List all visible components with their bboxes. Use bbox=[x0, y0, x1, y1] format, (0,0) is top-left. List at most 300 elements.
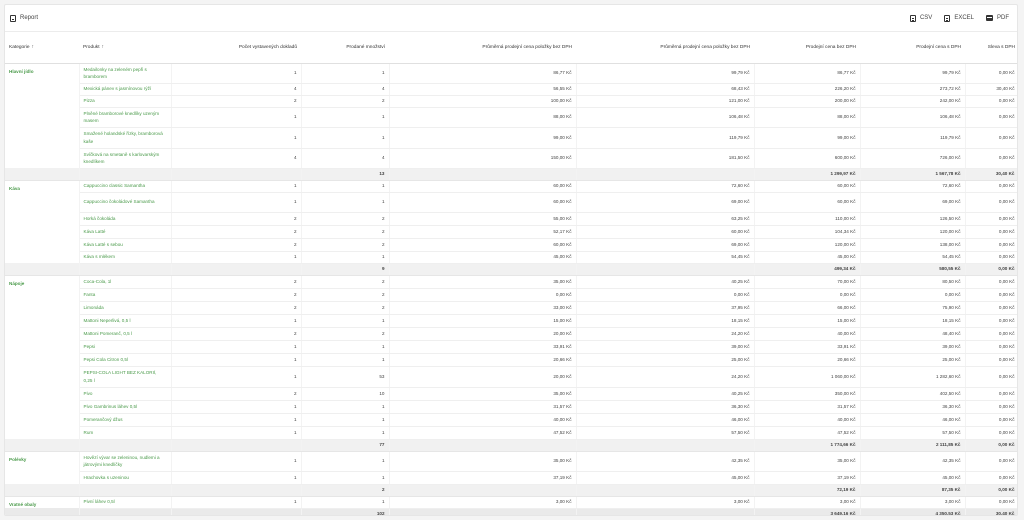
subtotal-empty bbox=[389, 439, 576, 451]
cell-discount: 0,00 Kč bbox=[965, 451, 1018, 471]
cell-count: 1 bbox=[171, 413, 301, 426]
cell-qty: 1 bbox=[301, 426, 389, 439]
cell-qty: 2 bbox=[301, 288, 389, 301]
subtotal-row bbox=[5, 484, 1018, 496]
cell-gross: 0,00 Kč bbox=[860, 288, 965, 301]
cell-avg-net: 47,52 Kč bbox=[389, 426, 576, 439]
cell-count: 1 bbox=[171, 340, 301, 353]
cell-avg-gross: 72,60 Kč bbox=[576, 180, 754, 192]
cell-qty: 1 bbox=[301, 471, 389, 484]
cell-discount: 0,00 Kč bbox=[965, 63, 1018, 83]
cell-avg-net: 60,00 Kč bbox=[389, 238, 576, 251]
table-body bbox=[5, 63, 1018, 516]
table-row bbox=[5, 275, 1018, 288]
header-prodejni-cena-s-dph[interactable]: Prodejní cena s DPH bbox=[860, 32, 965, 63]
cell-qty: 10 bbox=[301, 387, 389, 400]
cell-net: 86,77 Kč bbox=[754, 63, 860, 83]
cell-gross: 126,50 Kč bbox=[860, 212, 965, 225]
cell-count: 2 bbox=[171, 387, 301, 400]
cell-qty: 1 bbox=[301, 192, 389, 212]
subtotal-empty bbox=[79, 263, 171, 275]
cell-net: 37,19 Kč bbox=[754, 471, 860, 484]
table-row bbox=[5, 314, 1018, 327]
subtotal-row bbox=[5, 263, 1018, 275]
cell-net: 350,00 Kč bbox=[754, 387, 860, 400]
subtotal-gross: 580,55 Kč bbox=[860, 263, 965, 275]
cell-gross: 1 282,60 Kč bbox=[860, 366, 965, 387]
cell-qty: 1 bbox=[301, 63, 389, 83]
subtotal-row bbox=[5, 439, 1018, 451]
subtotal-net: 1 774,66 Kč bbox=[754, 439, 860, 451]
grand-total-row bbox=[5, 508, 1018, 516]
cell-avg-gross: 119,79 Kč bbox=[576, 127, 754, 148]
product-cell: PEPSI-COLA LIGHT BEZ KALORIÍ, 0,25 l bbox=[79, 366, 171, 387]
cell-avg-gross: 24,20 Kč bbox=[576, 327, 754, 340]
cell-count: 1 bbox=[171, 426, 301, 439]
cell-count: 4 bbox=[171, 83, 301, 95]
cell-gross: 120,00 Kč bbox=[860, 225, 965, 238]
cell-count: 4 bbox=[171, 148, 301, 168]
cell-avg-net: 35,00 Kč bbox=[389, 275, 576, 288]
cell-gross: 726,00 Kč bbox=[860, 148, 965, 168]
subtotal-gross: 2 111,85 Kč bbox=[860, 439, 965, 451]
category-cell: Hlavní jídlo bbox=[5, 63, 79, 168]
cell-discount: 0,00 Kč bbox=[965, 275, 1018, 288]
cell-qty: 1 bbox=[301, 496, 389, 508]
table-row bbox=[5, 451, 1018, 471]
cell-avg-net: 40,00 Kč bbox=[389, 413, 576, 426]
cell-net: 70,00 Kč bbox=[754, 275, 860, 288]
subtotal-gross: 87,35 Kč bbox=[860, 484, 965, 496]
cell-avg-gross: 24,20 Kč bbox=[576, 366, 754, 387]
cell-avg-net: 31,57 Kč bbox=[389, 400, 576, 413]
table-row bbox=[5, 400, 1018, 413]
grand-total-net: 3 649,16 Kč bbox=[754, 508, 860, 516]
cell-net: 15,00 Kč bbox=[754, 314, 860, 327]
product-cell: Smažené holandské řízky, bramborová kaše bbox=[79, 127, 171, 148]
subtotal-qty: 2 bbox=[301, 484, 389, 496]
csv-label: CSV bbox=[919, 15, 933, 21]
subtotal-net: 1 299,97 Kč bbox=[754, 168, 860, 180]
table-row bbox=[5, 225, 1018, 238]
cell-avg-gross: 57,50 Kč bbox=[576, 426, 754, 439]
product-cell: Káva Latté s sebou bbox=[79, 238, 171, 251]
cell-qty: 2 bbox=[301, 238, 389, 251]
report-table bbox=[5, 32, 1018, 516]
product-cell: Káva s mlékem bbox=[79, 251, 171, 263]
header-prodane-mnozstvi[interactable]: Prodané množství bbox=[301, 32, 389, 63]
toolbar bbox=[5, 5, 1017, 32]
grand-total-qty: 102 bbox=[301, 508, 389, 516]
cell-discount: 0,00 Kč bbox=[965, 127, 1018, 148]
product-cell: Pepsi bbox=[79, 340, 171, 353]
cell-discount: 0,00 Kč bbox=[965, 471, 1018, 484]
table-row bbox=[5, 180, 1018, 192]
cell-net: 1 060,00 Kč bbox=[754, 366, 860, 387]
cell-qty: 1 bbox=[301, 353, 389, 366]
cell-avg-gross: 40,25 Kč bbox=[576, 275, 754, 288]
cell-gross: 402,50 Kč bbox=[860, 387, 965, 400]
cell-avg-net: 20,00 Kč bbox=[389, 327, 576, 340]
subtotal-empty bbox=[5, 168, 79, 180]
product-cell: Limonáda bbox=[79, 301, 171, 314]
cell-discount: 0,00 Kč bbox=[965, 95, 1018, 107]
cell-avg-gross: 181,50 Kč bbox=[576, 148, 754, 168]
cell-discount: 0,00 Kč bbox=[965, 180, 1018, 192]
cell-discount: 0,00 Kč bbox=[965, 301, 1018, 314]
table-row bbox=[5, 387, 1018, 400]
product-cell: Fanta bbox=[79, 288, 171, 301]
subtotal-empty bbox=[389, 484, 576, 496]
product-cell: Cappuccino classic Samantha bbox=[79, 180, 171, 192]
cell-gross: 80,50 Kč bbox=[860, 275, 965, 288]
cell-count: 1 bbox=[171, 314, 301, 327]
export-csv-button[interactable] bbox=[910, 15, 932, 22]
cell-avg-net: 33,91 Kč bbox=[389, 340, 576, 353]
product-cell: Mexická pánev s jasmínovou rýží bbox=[79, 83, 171, 95]
cell-count: 1 bbox=[171, 127, 301, 148]
cell-gross: 54,45 Kč bbox=[860, 251, 965, 263]
subtotal-gross: 1 567,78 Kč bbox=[860, 168, 965, 180]
sort-asc-icon: ↑ bbox=[31, 44, 35, 51]
table-header-row bbox=[5, 32, 1018, 63]
subtotal-empty bbox=[5, 263, 79, 275]
cell-avg-net: 20,00 Kč bbox=[389, 366, 576, 387]
cell-avg-gross: 37,95 Kč bbox=[576, 301, 754, 314]
header-prumerna-cena-2[interactable]: Průměrná prodejní cena položky bez DPH bbox=[576, 32, 754, 63]
sort-asc-icon: ↑ bbox=[101, 44, 105, 51]
grand-total-empty bbox=[79, 508, 171, 516]
cell-qty: 1 bbox=[301, 340, 389, 353]
cell-discount: 0,00 Kč bbox=[965, 426, 1018, 439]
cell-count: 1 bbox=[171, 353, 301, 366]
subtotal-empty bbox=[576, 439, 754, 451]
table-row bbox=[5, 301, 1018, 314]
cell-qty: 1 bbox=[301, 400, 389, 413]
cell-gross: 69,00 Kč bbox=[860, 192, 965, 212]
cell-count: 1 bbox=[171, 496, 301, 508]
cell-avg-net: 3,00 Kč bbox=[389, 496, 576, 508]
cell-gross: 99,79 Kč bbox=[860, 63, 965, 83]
grand-total-empty bbox=[576, 508, 754, 516]
header-pocet-dokladu[interactable]: Počet vystavených dokladů bbox=[171, 32, 301, 63]
cell-gross: 39,00 Kč bbox=[860, 340, 965, 353]
cell-avg-net: 37,19 Kč bbox=[389, 471, 576, 484]
cell-discount: 0,00 Kč bbox=[965, 107, 1018, 127]
grand-total-empty bbox=[389, 508, 576, 516]
cell-net: 40,00 Kč bbox=[754, 413, 860, 426]
subtotal-empty bbox=[79, 439, 171, 451]
report-icon bbox=[10, 15, 16, 22]
cell-qty: 2 bbox=[301, 327, 389, 340]
product-cell: Rum bbox=[79, 426, 171, 439]
subtotal-disc: 0,00 Kč bbox=[965, 263, 1018, 275]
subtotal-empty bbox=[171, 263, 301, 275]
cell-avg-net: 20,66 Kč bbox=[389, 353, 576, 366]
cell-avg-gross: 36,30 Kč bbox=[576, 400, 754, 413]
subtotal-net: 72,19 Kč bbox=[754, 484, 860, 496]
subtotal-disc: 30,40 Kč bbox=[965, 168, 1018, 180]
cell-avg-gross: 121,00 Kč bbox=[576, 95, 754, 107]
cell-avg-gross: 3,00 Kč bbox=[576, 496, 754, 508]
table-row bbox=[5, 426, 1018, 439]
cell-avg-net: 86,77 Kč bbox=[389, 63, 576, 83]
cell-net: 45,00 Kč bbox=[754, 251, 860, 263]
table-row bbox=[5, 63, 1018, 83]
cell-discount: 0,00 Kč bbox=[965, 238, 1018, 251]
cell-qty: 1 bbox=[301, 180, 389, 192]
table-row bbox=[5, 496, 1018, 508]
subtotal-empty bbox=[171, 168, 301, 180]
cell-discount: 0,00 Kč bbox=[965, 366, 1018, 387]
cell-discount: 0,00 Kč bbox=[965, 251, 1018, 263]
product-cell: Plněné bramborové knedlíky uzeným masem bbox=[79, 107, 171, 127]
table-row bbox=[5, 327, 1018, 340]
cell-net: 40,00 Kč bbox=[754, 327, 860, 340]
cell-gross: 72,60 Kč bbox=[860, 180, 965, 192]
cell-avg-net: 55,00 Kč bbox=[389, 212, 576, 225]
subtotal-empty bbox=[171, 484, 301, 496]
cell-gross: 3,00 Kč bbox=[860, 496, 965, 508]
product-cell: Pepsi Cola Citron 0,5l bbox=[79, 353, 171, 366]
subtotal-disc: 0,00 Kč bbox=[965, 439, 1018, 451]
cell-discount: 0,00 Kč bbox=[965, 496, 1018, 508]
cell-qty: 2 bbox=[301, 275, 389, 288]
subtotal-disc: 0,00 Kč bbox=[965, 484, 1018, 496]
cell-count: 2 bbox=[171, 301, 301, 314]
export-pdf-button[interactable] bbox=[986, 15, 1009, 21]
product-cell: Hrachovka s uzeninou bbox=[79, 471, 171, 484]
cell-count: 1 bbox=[171, 251, 301, 263]
cell-gross: 48,40 Kč bbox=[860, 327, 965, 340]
header-kategorie[interactable]: Kategorie ↑ bbox=[5, 32, 79, 63]
cell-qty: 1 bbox=[301, 451, 389, 471]
cell-count: 1 bbox=[171, 451, 301, 471]
subtotal-net: 499,34 Kč bbox=[754, 263, 860, 275]
cell-qty: 2 bbox=[301, 212, 389, 225]
cell-qty: 1 bbox=[301, 314, 389, 327]
cell-discount: 0,00 Kč bbox=[965, 225, 1018, 238]
cell-gross: 46,00 Kč bbox=[860, 413, 965, 426]
cell-avg-gross: 54,45 Kč bbox=[576, 251, 754, 263]
report-title: Report bbox=[20, 15, 39, 21]
cell-count: 1 bbox=[171, 63, 301, 83]
cell-avg-net: 35,00 Kč bbox=[389, 451, 576, 471]
subtotal-qty: 13 bbox=[301, 168, 389, 180]
subtotal-empty bbox=[389, 263, 576, 275]
cell-net: 99,00 Kč bbox=[754, 127, 860, 148]
cell-count: 2 bbox=[171, 225, 301, 238]
product-cell: Pizza bbox=[79, 95, 171, 107]
cell-avg-gross: 106,48 Kč bbox=[576, 107, 754, 127]
subtotal-qty: 9 bbox=[301, 263, 389, 275]
cell-net: 66,00 Kč bbox=[754, 301, 860, 314]
cell-discount: 0,00 Kč bbox=[965, 413, 1018, 426]
report-card bbox=[4, 4, 1018, 516]
subtotal-empty bbox=[5, 439, 79, 451]
cell-gross: 45,00 Kč bbox=[860, 471, 965, 484]
table-row bbox=[5, 471, 1018, 484]
table-row bbox=[5, 192, 1018, 212]
product-cell: Káva Latté bbox=[79, 225, 171, 238]
cell-count: 1 bbox=[171, 471, 301, 484]
cell-avg-gross: 39,00 Kč bbox=[576, 340, 754, 353]
cell-net: 31,57 Kč bbox=[754, 400, 860, 413]
cell-net: 60,00 Kč bbox=[754, 180, 860, 192]
table-row bbox=[5, 212, 1018, 225]
cell-avg-net: 35,00 Kč bbox=[389, 387, 576, 400]
subtotal-empty bbox=[576, 484, 754, 496]
grand-total-empty bbox=[5, 508, 79, 516]
subtotal-empty bbox=[576, 263, 754, 275]
table-row bbox=[5, 148, 1018, 168]
grand-total-disc: 30,40 Kč bbox=[965, 508, 1018, 516]
cell-avg-gross: 69,00 Kč bbox=[576, 238, 754, 251]
product-cell: Medailonky na zeleném pepři s bramborem bbox=[79, 63, 171, 83]
subtotal-empty bbox=[171, 439, 301, 451]
cell-gross: 242,00 Kč bbox=[860, 95, 965, 107]
cell-gross: 75,90 Kč bbox=[860, 301, 965, 314]
subtotal-row bbox=[5, 168, 1018, 180]
cell-qty: 53 bbox=[301, 366, 389, 387]
table-row bbox=[5, 127, 1018, 148]
cell-net: 20,66 Kč bbox=[754, 353, 860, 366]
export-actions bbox=[910, 15, 1009, 22]
category-cell: Káva bbox=[5, 180, 79, 263]
cell-qty: 2 bbox=[301, 225, 389, 238]
table-row bbox=[5, 413, 1018, 426]
cell-discount: 30,40 Kč bbox=[965, 83, 1018, 95]
cell-avg-gross: 68,43 Kč bbox=[576, 83, 754, 95]
cell-discount: 0,00 Kč bbox=[965, 314, 1018, 327]
cell-gross: 119,79 Kč bbox=[860, 127, 965, 148]
cell-avg-gross: 0,00 Kč bbox=[576, 288, 754, 301]
excel-label: EXCEL bbox=[954, 15, 974, 21]
cell-gross: 138,00 Kč bbox=[860, 238, 965, 251]
cell-count: 2 bbox=[171, 238, 301, 251]
product-cell: Mattoni Pomeranč, 0,5 l bbox=[79, 327, 171, 340]
cell-net: 200,00 Kč bbox=[754, 95, 860, 107]
cell-count: 1 bbox=[171, 107, 301, 127]
cell-avg-gross: 42,35 Kč bbox=[576, 451, 754, 471]
table-row bbox=[5, 107, 1018, 127]
product-cell: Hovězí vývar se zeleninou, nudlemi a játrovými knedlíčky bbox=[79, 451, 171, 471]
pdf-label: PDF bbox=[997, 15, 1009, 21]
table-row bbox=[5, 238, 1018, 251]
product-cell: Svíčková na smetaně s karlovarským knedlíkem bbox=[79, 148, 171, 168]
cell-gross: 18,15 Kč bbox=[860, 314, 965, 327]
cell-count: 1 bbox=[171, 192, 301, 212]
cell-net: 47,52 Kč bbox=[754, 426, 860, 439]
cell-avg-net: 52,17 Kč bbox=[389, 225, 576, 238]
cell-avg-net: 150,00 Kč bbox=[389, 148, 576, 168]
cell-avg-net: 33,00 Kč bbox=[389, 301, 576, 314]
report-button[interactable] bbox=[10, 15, 38, 22]
cell-avg-gross: 99,79 Kč bbox=[576, 63, 754, 83]
cell-qty: 4 bbox=[301, 83, 389, 95]
cell-qty: 1 bbox=[301, 107, 389, 127]
category-cell: Polévky bbox=[5, 451, 79, 484]
cell-avg-net: 0,00 Kč bbox=[389, 288, 576, 301]
cell-avg-net: 15,00 Kč bbox=[389, 314, 576, 327]
table-row bbox=[5, 288, 1018, 301]
cell-gross: 25,00 Kč bbox=[860, 353, 965, 366]
cell-count: 2 bbox=[171, 275, 301, 288]
cell-count: 2 bbox=[171, 288, 301, 301]
header-produkt[interactable]: Produkt ↑ bbox=[79, 32, 171, 63]
header-prodejni-cena-bez-dph[interactable]: Prodejní cena bez DPH bbox=[754, 32, 860, 63]
cell-avg-net: 100,00 Kč bbox=[389, 95, 576, 107]
cell-avg-net: 60,00 Kč bbox=[389, 192, 576, 212]
cell-gross: 106,48 Kč bbox=[860, 107, 965, 127]
cell-count: 1 bbox=[171, 400, 301, 413]
cell-count: 1 bbox=[171, 180, 301, 192]
cell-gross: 42,35 Kč bbox=[860, 451, 965, 471]
product-cell: Coca-Cola, 1l bbox=[79, 275, 171, 288]
cell-discount: 0,00 Kč bbox=[965, 148, 1018, 168]
cell-net: 3,00 Kč bbox=[754, 496, 860, 508]
cell-avg-net: 45,00 Kč bbox=[389, 251, 576, 263]
cell-net: 33,91 Kč bbox=[754, 340, 860, 353]
cell-discount: 0,00 Kč bbox=[965, 192, 1018, 212]
cell-avg-net: 60,00 Kč bbox=[389, 180, 576, 192]
cell-avg-net: 88,00 Kč bbox=[389, 107, 576, 127]
cell-net: 120,00 Kč bbox=[754, 238, 860, 251]
cell-qty: 2 bbox=[301, 301, 389, 314]
cell-avg-gross: 63,25 Kč bbox=[576, 212, 754, 225]
cell-qty: 4 bbox=[301, 148, 389, 168]
cell-count: 2 bbox=[171, 327, 301, 340]
export-excel-button[interactable] bbox=[944, 15, 974, 22]
cell-avg-gross: 69,00 Kč bbox=[576, 192, 754, 212]
cell-avg-gross: 18,15 Kč bbox=[576, 314, 754, 327]
cell-discount: 0,00 Kč bbox=[965, 327, 1018, 340]
table-row bbox=[5, 95, 1018, 107]
cell-count: 1 bbox=[171, 366, 301, 387]
cell-count: 2 bbox=[171, 212, 301, 225]
cell-avg-gross: 25,00 Kč bbox=[576, 353, 754, 366]
product-cell: Horká čokoláda bbox=[79, 212, 171, 225]
cell-qty: 1 bbox=[301, 413, 389, 426]
subtotal-empty bbox=[5, 484, 79, 496]
cell-net: 226,20 Kč bbox=[754, 83, 860, 95]
product-cell: Pivo Gambrinus láhev 0,5l bbox=[79, 400, 171, 413]
cell-gross: 57,50 Kč bbox=[860, 426, 965, 439]
cell-net: 0,00 Kč bbox=[754, 288, 860, 301]
subtotal-qty: 77 bbox=[301, 439, 389, 451]
cell-count: 2 bbox=[171, 95, 301, 107]
cell-qty: 1 bbox=[301, 127, 389, 148]
cell-gross: 36,30 Kč bbox=[860, 400, 965, 413]
cell-avg-net: 56,55 Kč bbox=[389, 83, 576, 95]
category-cell: Nápoje bbox=[5, 275, 79, 439]
header-sleva-s-dph[interactable]: Sleva s DPH bbox=[965, 32, 1018, 63]
subtotal-empty bbox=[79, 168, 171, 180]
header-prumerna-cena-bez-dph[interactable]: Průměrná prodejní cena položky bez DPH bbox=[389, 32, 576, 63]
cell-net: 600,00 Kč bbox=[754, 148, 860, 168]
cell-qty: 2 bbox=[301, 95, 389, 107]
cell-avg-gross: 45,00 Kč bbox=[576, 471, 754, 484]
cell-avg-gross: 60,00 Kč bbox=[576, 225, 754, 238]
table-row bbox=[5, 353, 1018, 366]
cell-net: 104,34 Kč bbox=[754, 225, 860, 238]
subtotal-empty bbox=[576, 168, 754, 180]
cell-discount: 0,00 Kč bbox=[965, 212, 1018, 225]
cell-discount: 0,00 Kč bbox=[965, 387, 1018, 400]
product-cell: Pivo bbox=[79, 387, 171, 400]
cell-net: 110,00 Kč bbox=[754, 212, 860, 225]
table-row bbox=[5, 83, 1018, 95]
